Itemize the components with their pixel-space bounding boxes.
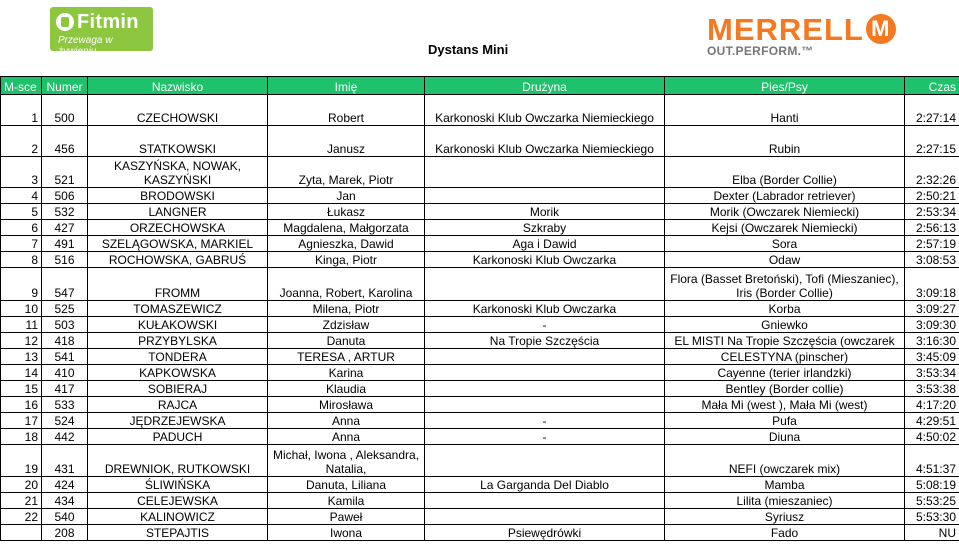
cell-position: 19 <box>1 445 42 477</box>
table-row <box>1 268 959 301</box>
cell-surname: KALINOWICZ <box>88 509 268 525</box>
cell-team <box>425 188 665 204</box>
cell-dog: Bentley (Border collie) <box>665 381 905 397</box>
cell-surname: KAPKOWSKA <box>88 365 268 381</box>
fitmin-leaf-icon <box>56 13 74 31</box>
cell-position: 7 <box>1 236 42 252</box>
cell-first-name: Jan <box>268 188 425 204</box>
cell-position: 13 <box>1 349 42 365</box>
cell-time: 3:09:30 <box>905 317 959 333</box>
cell-time: 3:45:09 <box>905 349 959 365</box>
cell-first-name: Danuta <box>268 333 425 349</box>
table-row <box>1 301 959 317</box>
cell-number: 208 <box>42 525 88 541</box>
cell-team: Na Tropie Szczęścia <box>425 333 665 349</box>
cell-number: 521 <box>42 157 88 188</box>
cell-time: 4:17:20 <box>905 397 959 413</box>
cell-position: 1 <box>1 95 42 126</box>
cell-dog: Morik (Owczarek Niemiecki) <box>665 204 905 220</box>
results-table <box>0 76 959 541</box>
cell-number: 533 <box>42 397 88 413</box>
cell-number: 532 <box>42 204 88 220</box>
table-row <box>1 349 959 365</box>
cell-first-name: Kinga, Piotr <box>268 252 425 268</box>
table-row <box>1 95 959 126</box>
cell-surname: TONDERA <box>88 349 268 365</box>
table-row <box>1 381 959 397</box>
cell-position: 18 <box>1 429 42 445</box>
cell-number: 506 <box>42 188 88 204</box>
cell-dog: EL MISTI Na Tropie Szczęścia (owczarek <box>665 333 905 349</box>
cell-surname: PADUCH <box>88 429 268 445</box>
header-row <box>1 77 959 95</box>
header-team: Drużyna <box>425 77 665 95</box>
cell-surname: PRZYBYLSKA <box>88 333 268 349</box>
cell-position: 3 <box>1 157 42 188</box>
cell-number: 491 <box>42 236 88 252</box>
merrell-m-icon: M <box>866 14 896 44</box>
cell-dog: Fado <box>665 525 905 541</box>
table-row <box>1 365 959 381</box>
cell-team: Karkonoski Klub Owczarka <box>425 301 665 317</box>
cell-dog: Elba (Border Collie) <box>665 157 905 188</box>
cell-number: 431 <box>42 445 88 477</box>
cell-position: 9 <box>1 268 42 301</box>
table-row <box>1 525 959 541</box>
table-row <box>1 126 959 157</box>
cell-team: Karkonoski Klub Owczarka Niemieckiego <box>425 126 665 157</box>
cell-time: 5:53:25 <box>905 493 959 509</box>
cell-surname: RAJCA <box>88 397 268 413</box>
cell-team <box>425 349 665 365</box>
cell-team: - <box>425 429 665 445</box>
cell-time: 5:53:30 <box>905 509 959 525</box>
cell-time: 3:09:27 <box>905 301 959 317</box>
cell-first-name: Zdzisław <box>268 317 425 333</box>
cell-team <box>425 381 665 397</box>
cell-number: 547 <box>42 268 88 301</box>
table-row <box>1 477 959 493</box>
cell-time: 2:50:21 <box>905 188 959 204</box>
cell-first-name: Karina <box>268 365 425 381</box>
cell-team <box>425 509 665 525</box>
table-row <box>1 157 959 188</box>
cell-dog: Mamba <box>665 477 905 493</box>
cell-position: 15 <box>1 381 42 397</box>
cell-team <box>425 365 665 381</box>
table-row <box>1 317 959 333</box>
cell-position: 6 <box>1 220 42 236</box>
cell-first-name: Mirosława <box>268 397 425 413</box>
cell-team: - <box>425 317 665 333</box>
cell-surname: ŚLIWIŃSKA <box>88 477 268 493</box>
cell-first-name: Robert <box>268 95 425 126</box>
cell-number: 456 <box>42 126 88 157</box>
cell-first-name: Zyta, Marek, Piotr <box>268 157 425 188</box>
cell-team <box>425 445 665 477</box>
cell-time: 3:09:18 <box>905 268 959 301</box>
table-row <box>1 413 959 429</box>
cell-number: 427 <box>42 220 88 236</box>
cell-dog: Odaw <box>665 252 905 268</box>
cell-first-name: TERESA , ARTUR <box>268 349 425 365</box>
cell-surname: BRODOWSKI <box>88 188 268 204</box>
cell-number: 442 <box>42 429 88 445</box>
cell-position: 17 <box>1 413 42 429</box>
cell-dog: Hanti <box>665 95 905 126</box>
cell-position: 10 <box>1 301 42 317</box>
cell-surname: STATKOWSKI <box>88 126 268 157</box>
cell-surname: FROMM <box>88 268 268 301</box>
cell-surname: KASZYŃSKA, NOWAK, KASZYŃSKI <box>88 157 268 188</box>
table-row <box>1 445 959 477</box>
cell-dog: Dexter (Labrador retriever) <box>665 188 905 204</box>
cell-position: 16 <box>1 397 42 413</box>
fitmin-logo <box>50 7 153 57</box>
cell-first-name: Anna <box>268 429 425 445</box>
cell-team <box>425 268 665 301</box>
table-row <box>1 397 959 413</box>
cell-team: Aga i Dawid <box>425 236 665 252</box>
cell-team: - <box>425 413 665 429</box>
cell-first-name: Joanna, Robert, Karolina <box>268 268 425 301</box>
cell-team: Psiewędrówki <box>425 525 665 541</box>
cell-team: Karkonoski Klub Owczarka <box>425 252 665 268</box>
cell-position: 8 <box>1 252 42 268</box>
cell-surname: SZELĄGOWSKA, MARKIEL <box>88 236 268 252</box>
cell-dog: Diuna <box>665 429 905 445</box>
cell-time: 2:57:19 <box>905 236 959 252</box>
cell-number: 410 <box>42 365 88 381</box>
fitmin-brand-text: Fitmin <box>77 11 139 33</box>
cell-number: 503 <box>42 317 88 333</box>
cell-time: NU <box>905 525 959 541</box>
merrell-tagline: OUT.PERFORM.™ <box>707 44 814 58</box>
cell-number: 424 <box>42 477 88 493</box>
table-row <box>1 220 959 236</box>
cell-dog: Syriusz <box>665 509 905 525</box>
cell-first-name: Paweł <box>268 509 425 525</box>
cell-first-name: Kamila <box>268 493 425 509</box>
cell-surname: CZECHOWSKI <box>88 95 268 126</box>
cell-time: 3:53:38 <box>905 381 959 397</box>
merrell-logo <box>707 14 907 64</box>
cell-first-name: Danuta, Liliana <box>268 477 425 493</box>
cell-first-name: Anna <box>268 413 425 429</box>
cell-dog: Pufa <box>665 413 905 429</box>
cell-first-name: Janusz <box>268 126 425 157</box>
page-title: Dystans Mini <box>428 42 509 57</box>
cell-time: 2:53:34 <box>905 204 959 220</box>
cell-first-name: Iwona <box>268 525 425 541</box>
table-row <box>1 236 959 252</box>
cell-first-name: Klaudia <box>268 381 425 397</box>
table-row <box>1 188 959 204</box>
merrell-brand-text: MERRELL <box>707 12 864 47</box>
cell-number: 500 <box>42 95 88 126</box>
header-number: Numer <box>42 77 88 95</box>
cell-dog: CELESTYNA (pinscher) <box>665 349 905 365</box>
table-row <box>1 333 959 349</box>
cell-dog: Cayenne (terier irlandzki) <box>665 365 905 381</box>
cell-position: 12 <box>1 333 42 349</box>
cell-dog: Mała Mi (west ), Mała Mi (west) <box>665 397 905 413</box>
cell-number: 525 <box>42 301 88 317</box>
cell-surname: SOBIERAJ <box>88 381 268 397</box>
cell-dog: Lilita (mieszaniec) <box>665 493 905 509</box>
cell-first-name: Michał, Iwona , Aleksandra, Natalia, <box>268 445 425 477</box>
cell-time: 2:27:14 <box>905 95 959 126</box>
cell-dog: Rubin <box>665 126 905 157</box>
cell-position: 5 <box>1 204 42 220</box>
cell-surname: ROCHOWSKA, GABRUŚ <box>88 252 268 268</box>
cell-position: 4 <box>1 188 42 204</box>
header-first-name: Imię <box>268 77 425 95</box>
cell-time: 2:56:13 <box>905 220 959 236</box>
table-row <box>1 429 959 445</box>
cell-team <box>425 493 665 509</box>
cell-time: 3:16:30 <box>905 333 959 349</box>
cell-surname: JĘDRZEJEWSKA <box>88 413 268 429</box>
cell-team: Morik <box>425 204 665 220</box>
cell-time: 3:08:53 <box>905 252 959 268</box>
cell-surname: DREWNIOK, RUTKOWSKI <box>88 445 268 477</box>
cell-dog: Kejsi (Owczarek Niemiecki) <box>665 220 905 236</box>
cell-number: 434 <box>42 493 88 509</box>
header-time: Czas <box>905 77 959 95</box>
cell-time: 5:08:19 <box>905 477 959 493</box>
cell-position: 20 <box>1 477 42 493</box>
cell-team: Karkonoski Klub Owczarka Niemieckiego <box>425 95 665 126</box>
cell-number: 540 <box>42 509 88 525</box>
cell-first-name: Milena, Piotr <box>268 301 425 317</box>
cell-time: 4:51:37 <box>905 445 959 477</box>
cell-surname: ORZECHOWSKA <box>88 220 268 236</box>
cell-number: 418 <box>42 333 88 349</box>
cell-position: 14 <box>1 365 42 381</box>
cell-surname: KUŁAKOWSKI <box>88 317 268 333</box>
cell-time: 2:27:15 <box>905 126 959 157</box>
cell-first-name: Magdalena, Małgorzata <box>268 220 425 236</box>
cell-dog: Korba <box>665 301 905 317</box>
table-row <box>1 204 959 220</box>
cell-surname: LANGNER <box>88 204 268 220</box>
cell-surname: TOMASZEWICZ <box>88 301 268 317</box>
cell-surname: CELEJEWSKA <box>88 493 268 509</box>
cell-first-name: Łukasz <box>268 204 425 220</box>
cell-dog: Gniewko <box>665 317 905 333</box>
cell-team <box>425 397 665 413</box>
fitmin-tagline: Przewaga w żywieniu <box>58 35 113 57</box>
cell-dog: Sora <box>665 236 905 252</box>
cell-dog: NEFI (owczarek mix) <box>665 445 905 477</box>
cell-first-name: Agnieszka, Dawid <box>268 236 425 252</box>
cell-position: 2 <box>1 126 42 157</box>
cell-time: 2:32:26 <box>905 157 959 188</box>
cell-surname: STEPAJTIS <box>88 525 268 541</box>
cell-team: Szkraby <box>425 220 665 236</box>
cell-time: 4:29:51 <box>905 413 959 429</box>
cell-time: 3:53:34 <box>905 365 959 381</box>
table-row <box>1 252 959 268</box>
cell-position <box>1 525 42 541</box>
table-row <box>1 509 959 525</box>
header-dog: Pies/Psy <box>665 77 905 95</box>
table-row <box>1 493 959 509</box>
cell-team: La Garganda Del Diablo <box>425 477 665 493</box>
cell-number: 417 <box>42 381 88 397</box>
cell-position: 21 <box>1 493 42 509</box>
cell-dog: Flora (Basset Bretoński), Tofi (Mieszaniec), Iris (Border Collie) <box>665 268 905 301</box>
cell-number: 541 <box>42 349 88 365</box>
header-surname: Nazwisko <box>88 77 268 95</box>
header-position: M-sce <box>1 77 42 95</box>
cell-number: 524 <box>42 413 88 429</box>
cell-position: 11 <box>1 317 42 333</box>
cell-position: 22 <box>1 509 42 525</box>
cell-time: 4:50:02 <box>905 429 959 445</box>
cell-team <box>425 157 665 188</box>
cell-number: 516 <box>42 252 88 268</box>
